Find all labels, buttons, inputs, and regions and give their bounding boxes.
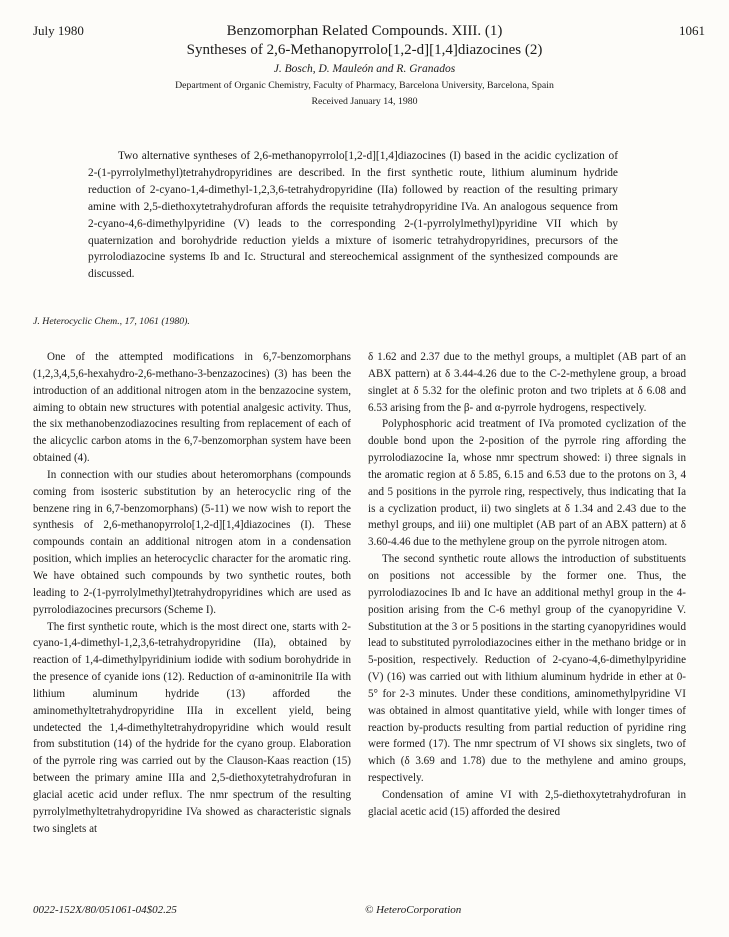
title-block xyxy=(0,22,729,110)
paragraph: Polyphosphoric acid treatment of IVa promoted cyclization of the double bond upon the 2-position of the pyrrole ring affording the pyrrolodiazocine Ia, whose nmr spectrum showed: i) three signals in the aromatic region at δ 5.85, 6.15 and 6.53 due to the protons on 3, 4 and 5 positions in the pyrrole ring, respectively, thus indicating that Ia is a cyclization product, ii) two singlets at δ 1.34 and 2.43 due to the methyl groups, and iii) one multiplet (AB part of an ABX pattern) at δ 3.60-4.46 due to the methylene group on the pyrrole nitrogen atom. xyxy=(368,418,686,549)
footer-code: 0022-152X/80/051061-04$02.25 xyxy=(33,904,177,916)
paragraph: Condensation of amine VI with 2,5-diethoxytetrahydrofuran in glacial acetic acid (15) afforded the desired xyxy=(368,788,686,818)
paper-title: Benzomorphan Related Compounds. XIII. (1) xyxy=(226,23,503,39)
paragraph: In connection with our studies about heteromorphans (compounds coming from isosteric substitution by an heterocyclic ring of the benzene ring in 6,7-benzomorphans) (5-11) we now wish to report the synthesis of 2,6-methanopyrrolo[1,2-d][1,4]diazocines (I). These compounds contain an additional nitrogen atom in a condensation position, which implies an heterocyclic character for the aromatic ring. We have obtained such compounds by two synthetic routes, both leading to 2-(1-pyrrolylmethyl)tetrahydropyridines which are used as pyrrolodiazocines precursors (Scheme I). xyxy=(33,468,351,616)
journal-citation: J. Heterocyclic Chem., 17, 1061 (1980). xyxy=(33,316,190,327)
affiliation: Department of Organic Chemistry, Faculty of Pharmacy, Barcelona University, Barcelona, Spain xyxy=(175,80,554,91)
footer-copyright: © HeteroCorporation xyxy=(365,904,462,916)
page-number: 1061 xyxy=(679,23,705,38)
paragraph: The first synthetic route, which is the most direct one, starts with 2-cyano-1,4-dimethyl-1,2,3,6-tetrahydropyridine (IIa), obtained by reaction of 1,4-dimethylpyridinium iodide with sodium borohydride in the presence of cyanide ions (12). Reduction of α-aminonitrile IIa with lithium aluminum hydride (13) afforded the aminomethyltetrahydropyridine IIIa in excellent yield, being undetected the 1,4-dimethyltetrahydropyridine which would result from substitution (14) of the hydride for the cyano group. Elaboration of the pyrrole ring was carried out by the Clauson-Kaas reaction (15) between the primary amine IIIa and 2,5-diethoxytetrahydrofuran in glacial acetic acid under reflux. The nmr spectrum of the resulting pyrrolylmethyltetrahydropyridine IVa showed as characteristic signals two singlets at xyxy=(33,620,351,835)
left-column xyxy=(33,349,351,837)
paper-subtitle: Syntheses of 2,6-Methanopyrrolo[1,2-d][1,4]diazocines (2) xyxy=(186,42,543,58)
authors: J. Bosch, D. Mauleón and R. Granados xyxy=(273,63,456,75)
header-date: July 1980 xyxy=(33,23,84,38)
right-column xyxy=(368,349,686,821)
paragraph: δ 1.62 and 2.37 due to the methyl groups, a multiplet (AB part of an ABX pattern) at δ 3.44-4.26 due to the C-2-methylene group, a broad singlet at δ 5.32 for the olefinic proton and two triplets at δ 6.08 and 6.53 arising from the β- and α-pyrrole hydrogens, respectively. xyxy=(368,351,686,414)
paragraph: One of the attempted modifications in 6,7-benzomorphans (1,2,3,4,5,6-hexahydro-2,6-methano-3-benzazocines) (3) has been the introduction of an additional nitrogen atom in the benzazocine system, aiming to obtain new structures with potential analgesic activity. Thus, the six methanobenzodiazocines resulting from replacement of each of the alicyclic carbon atoms in the 6,7-benzomorphan system have been obtained (4). xyxy=(33,351,351,465)
abstract: Two alternative syntheses of 2,6-methanopyrrolo[1,2-d][1,4]diazocines (I) based in the acidic cyclization of 2-(1-pyrrolylmethyl)tetrahydropyridines are described. In the first synthetic route, lithium aluminum hydride reduction of 2-cyano-1,4-dimethyl-1,2,3,6-tetrahydropyridine (IIa) followed by reaction of the resulting primary amine with 2,5-diethoxytetrahydrofuran affords the requisite tetrahydropyridine IVa. An analogous sequence from 2-cyano-4,6-dimethylpyridine (V) leads to the corresponding 2-(1-pyrrolylmethyl)pyridine VII which by quaternization and borohydride reduction yields a mixture of isomeric tetrahydropyridines, precursors of the pyrrolodiazocine systems Ib and Ic. Structural and stereochemical assignment of the synthesized compounds are discussed. xyxy=(88,150,618,281)
paragraph: The second synthetic route allows the introduction of substituents on positions not accessible by the former one. Thus, the pyrrolodiazocines Ib and Ic have an additional methyl group in the 4-position arising from the C-6 methyl group of the cyanopyridine V. Substitution at the 3 or 5 positions in the starting cyanopyridines would lead to substituted pyrrolodiazocines either in the methano bridge or in 5-position, respectively. Reduction of 2-cyano-4,6-dimethylpyridine (V) (16) was carried out with lithium aluminum hydride in ether at 0-5° for 2-3 minutes. Under these conditions, aminomethylpyridine VI was obtained in almost quantitative yield, while with longer times of reaction by-products resulting from partial reduction of pyridine ring were formed (17). The nmr spectrum of VI shows six singlets, two of which (δ 3.69 and 1.78) due to the methylene and amino groups, respectively. xyxy=(368,553,686,785)
received-date: Received January 14, 1980 xyxy=(311,96,418,107)
